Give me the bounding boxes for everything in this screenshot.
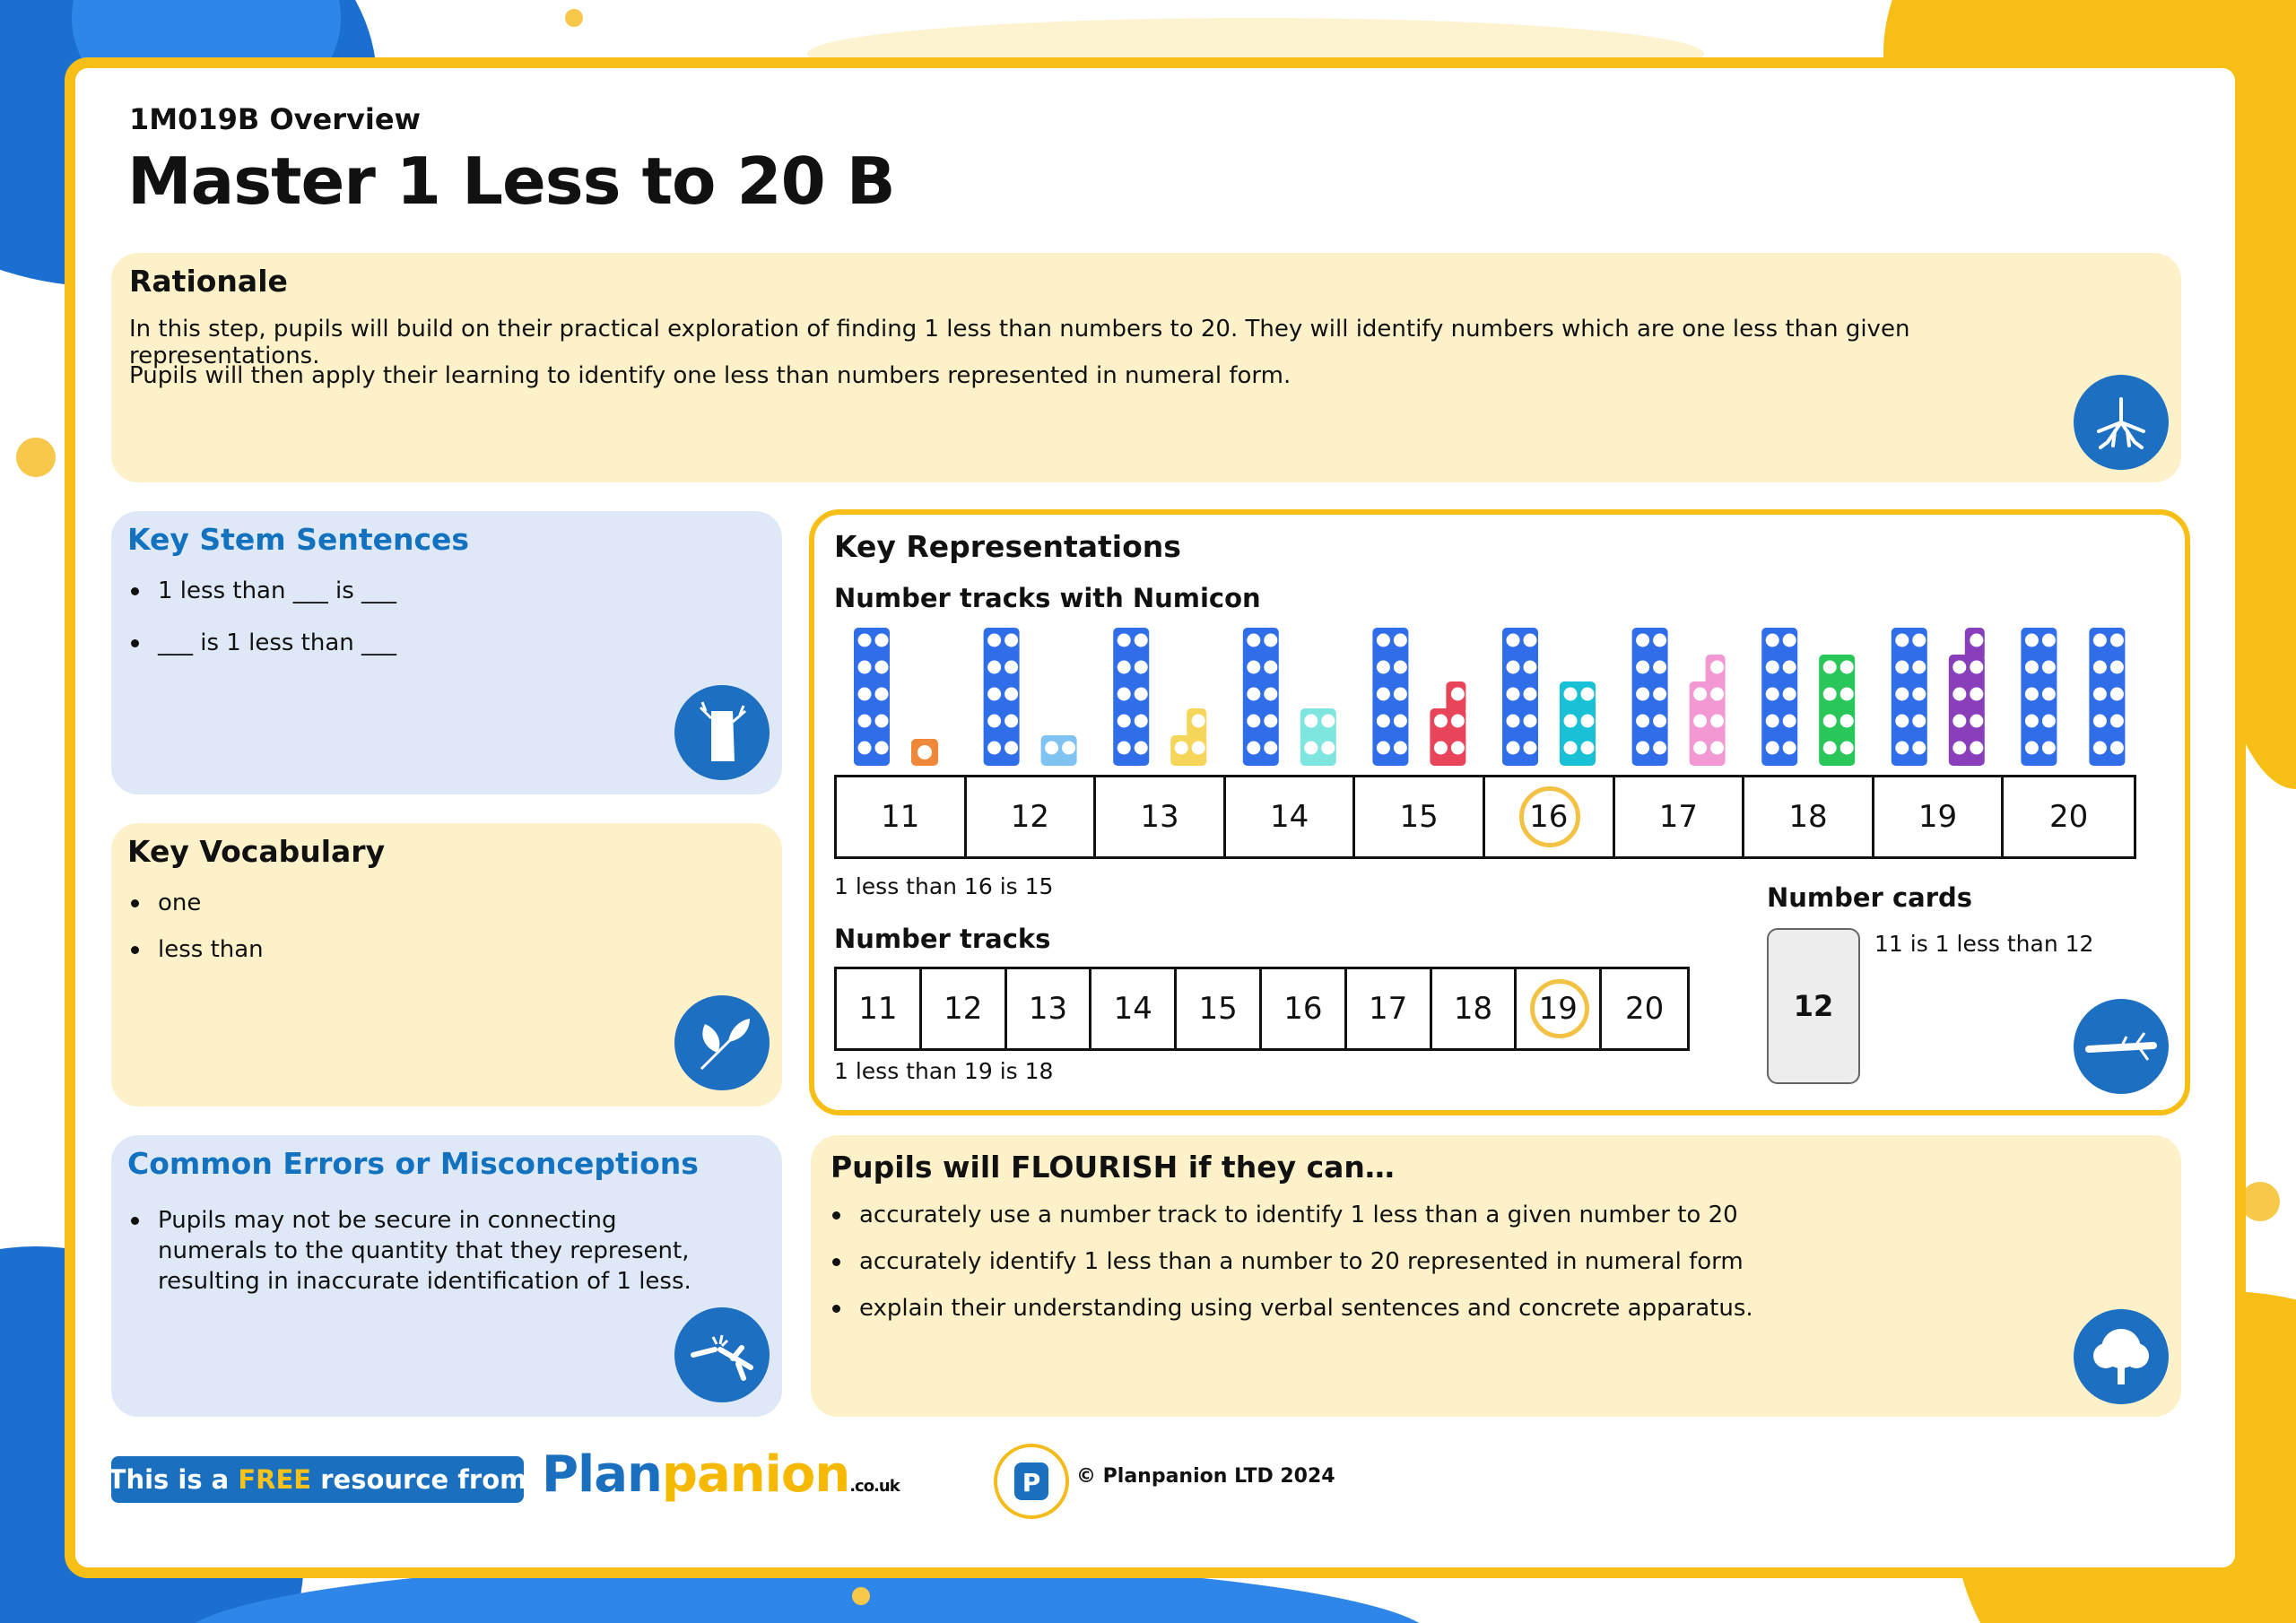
svg-text:P: P: [1022, 1468, 1041, 1497]
tree-trunk-icon: [674, 685, 770, 780]
track-number: 11: [858, 991, 898, 1027]
track-cell: [1602, 969, 1687, 1048]
track-cell: [1874, 777, 2005, 856]
track-cell: [837, 777, 967, 856]
numicon-caption: 1 less than 16 is 15: [834, 873, 1054, 899]
numicon-small-plate: [1430, 681, 1465, 766]
stem-sentences-heading: Key Stem Sentences: [127, 522, 470, 557]
track-cell: [967, 777, 1097, 856]
vocabulary-panel: [111, 823, 782, 1107]
banner-free-text: FREE: [238, 1464, 312, 1495]
free-resource-banner: [108, 1456, 527, 1503]
list-item: accurately use a number track to identify 1 less than a given number to 20: [831, 1200, 1996, 1230]
rationale-paragraph-1: In this step, pupils will build on their practical exploration of finding 1 less than numbers to 20. They will identify numbers which are one less than given representations.: [129, 316, 1910, 369]
track-cell: [1347, 969, 1432, 1048]
number-tracks-heading: Number tracks: [834, 924, 1051, 954]
numicon-small-plate: [1170, 708, 1206, 766]
copyright-text: © Planpanion LTD 2024: [1076, 1465, 1335, 1488]
logo-part-1: Plan: [542, 1445, 662, 1504]
flourish-heading: Pupils will FLOURISH if they can…: [831, 1150, 1395, 1185]
numicon-ten-plate: [984, 628, 1020, 766]
numicon-small-plate: [1949, 628, 1985, 766]
rationale-paragraph-2: Pupils will then apply their learning to identify one less than numbers represented in numeral form.: [129, 362, 1292, 389]
banner-text-post: resource from: [311, 1464, 527, 1495]
logo-part-2: panion: [661, 1445, 850, 1504]
highlight-ring: [1519, 786, 1580, 847]
lesson-code: 1M019B Overview: [129, 102, 422, 136]
track-cell: [1485, 777, 1615, 856]
page-title: Master 1 Less to 20 B: [127, 143, 895, 219]
number-track: [834, 967, 1690, 1051]
numicon-ten-plate: [1113, 628, 1149, 766]
track-number: 13: [1028, 991, 1068, 1027]
numicon-small-plate: [911, 739, 938, 766]
list-item: ___ is 1 less than ___: [129, 628, 739, 658]
list-item: one: [129, 888, 739, 918]
track-cell: [1355, 777, 1485, 856]
track-cell: [1177, 969, 1262, 1048]
numicon-ten-plate: [2089, 628, 2125, 766]
track-cell: [922, 969, 1007, 1048]
track-number: 20: [2049, 799, 2089, 835]
full-tree-icon: [2074, 1309, 2169, 1404]
list-item: Pupils may not be secure in connecting numerals to the quantity that they represent, resulting in inaccurate identification of 1 less.: [129, 1205, 721, 1297]
track-number: 17: [1369, 991, 1408, 1027]
track-number: 20: [1624, 991, 1665, 1027]
track-cell: [1226, 777, 1356, 856]
track-number: 12: [944, 991, 983, 1027]
leaves-icon: [674, 995, 770, 1090]
list-item: 1 less than ___ is ___: [129, 576, 739, 606]
rationale-panel: [111, 253, 2181, 482]
number-card: 12: [1767, 928, 1860, 1084]
numicon-heading: Number tracks with Numicon: [834, 583, 1261, 613]
track-cell: [1091, 969, 1177, 1048]
track-number: 16: [1529, 799, 1569, 835]
vocabulary-heading: Key Vocabulary: [127, 834, 386, 869]
stem-sentences-list: [129, 576, 739, 658]
numicon-ten-plate: [1502, 628, 1538, 766]
numicon-small-plate: [1819, 655, 1855, 766]
track-number: 11: [881, 799, 920, 835]
track-cell: [1432, 969, 1518, 1048]
track-number: 18: [1788, 799, 1828, 835]
stem-sentences-panel: [111, 511, 782, 794]
numicon-small-plate: [1041, 735, 1077, 766]
representations-panel: [809, 509, 2190, 1115]
highlight-ring: [1530, 979, 1589, 1038]
track-cell: [2004, 777, 2134, 856]
numicon-small-plate: [1300, 708, 1336, 766]
numicon-ten-plate: [854, 628, 890, 766]
numicon-number-track: [834, 775, 2136, 859]
track-number: 16: [1283, 991, 1323, 1027]
list-item: explain their understanding using verbal sentences and concrete apparatus.: [831, 1293, 1996, 1324]
track-number: 19: [1538, 991, 1578, 1027]
list-item: less than: [129, 934, 739, 965]
track-cell: [1096, 777, 1226, 856]
track-number: 15: [1198, 991, 1238, 1027]
roots-icon: [2074, 375, 2169, 470]
track-cell: [1517, 969, 1602, 1048]
flourish-list: [831, 1200, 1996, 1324]
planpanion-logo[interactable]: [542, 1445, 900, 1504]
number-cards-heading: Number cards: [1767, 882, 1973, 913]
track-cell: [1615, 777, 1745, 856]
numicon-ten-plate: [1632, 628, 1668, 766]
branch-icon: [2074, 999, 2169, 1094]
track-number: 19: [1918, 799, 1958, 835]
numicon-ten-plate: [1372, 628, 1408, 766]
track-number: 14: [1113, 991, 1152, 1027]
list-item: accurately identify 1 less than a number to 20 represented in numeral form: [831, 1246, 1996, 1277]
numicon-ten-plate: [1243, 628, 1279, 766]
broken-branch-icon: [674, 1307, 770, 1402]
track-number: 18: [1453, 991, 1493, 1027]
track-cell: [1744, 777, 1874, 856]
flourish-panel: [811, 1135, 2181, 1417]
numicon-ten-plate: [1761, 628, 1797, 766]
representations-heading: Key Representations: [834, 529, 1181, 564]
numicon-ten-plate: [1892, 628, 1927, 766]
numicon-small-plate: [1560, 681, 1596, 766]
track-number: 14: [1269, 799, 1309, 835]
vocabulary-list: [129, 888, 739, 965]
errors-panel: [111, 1135, 782, 1417]
errors-heading: Common Errors or Misconceptions: [127, 1146, 699, 1181]
numicon-small-plate: [1690, 655, 1726, 766]
errors-list: [129, 1205, 721, 1297]
track-number: 13: [1140, 799, 1179, 835]
numicon-ten-plate: [2021, 628, 2057, 766]
track-number: 12: [1010, 799, 1050, 835]
track-number: 17: [1658, 799, 1698, 835]
rationale-heading: Rationale: [129, 264, 288, 299]
number-card-caption: 11 is 1 less than 12: [1874, 931, 2094, 957]
planpanion-badge-icon: [994, 1444, 1069, 1519]
number-tracks-caption: 1 less than 19 is 18: [834, 1058, 1054, 1084]
track-number: 15: [1399, 799, 1439, 835]
numicon-shapes: [832, 626, 2133, 769]
track-cell: [837, 969, 922, 1048]
logo-domain: .co.uk: [849, 1477, 900, 1496]
track-cell: [1262, 969, 1347, 1048]
track-cell: [1007, 969, 1092, 1048]
banner-text-pre: This is a: [108, 1464, 239, 1495]
